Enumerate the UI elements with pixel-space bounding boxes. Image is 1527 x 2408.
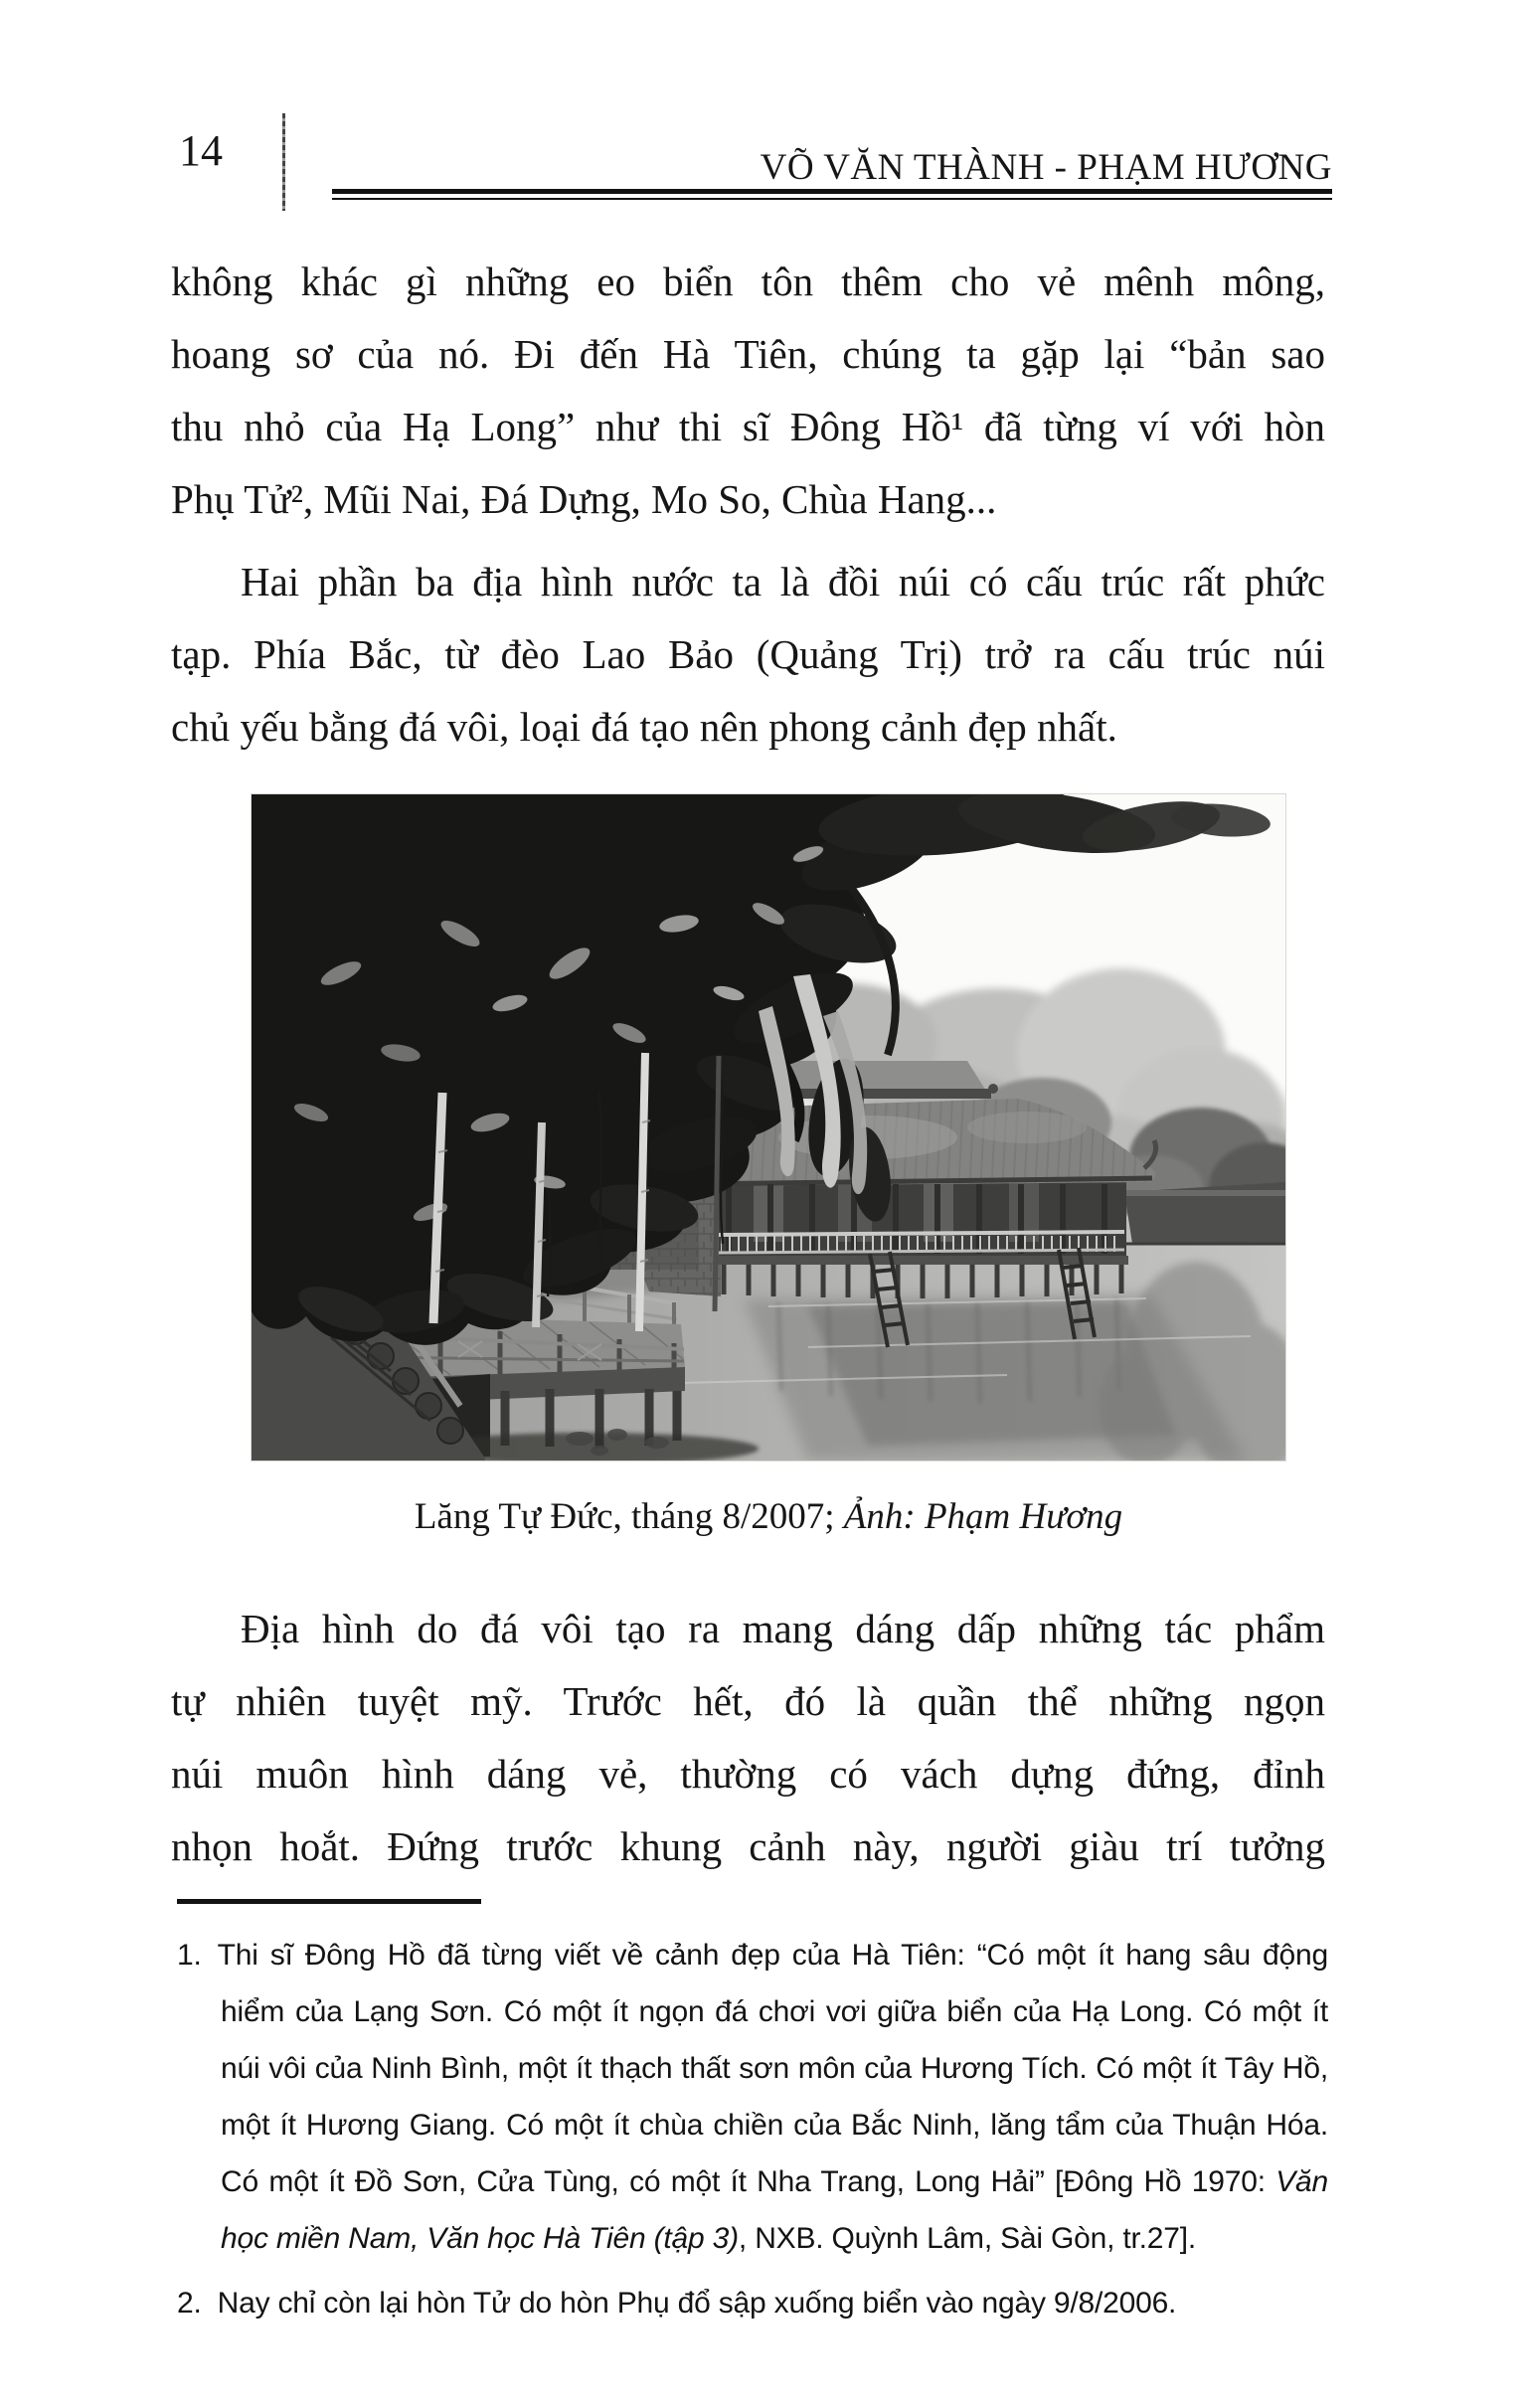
body-line: tự nhiên tuyệt mỹ. Trước hết, đó là quần thể những ngọn	[171, 1678, 1325, 1724]
body-line: nhọn hoắt. Đứng trước khung cảnh này, người giàu trí tưởng	[171, 1823, 1325, 1869]
caption-credit: Ảnh: Phạm Hương	[843, 1496, 1123, 1537]
footnote-1	[177, 1927, 1328, 2267]
body-line: chủ yếu bằng đá vôi, loại đá tạo nên phong cảnh đẹp nhất.	[171, 704, 1117, 750]
footnotes	[177, 1927, 1328, 2331]
header-rule	[332, 189, 1332, 200]
caption-text: Lăng Tự Đức, tháng 8/2007;	[414, 1496, 844, 1537]
footnote-1-text-end: , NXB. Quỳnh Lâm, Sài Gòn, tr.27].	[738, 2222, 1197, 2255]
footnote-2-text: Nay chỉ còn lại hòn Tử do hòn Phụ đổ sập xuống biển vào ngày 9/8/2006.	[217, 2287, 1177, 2320]
footnote-1-book-title: Văn học miền Nam, Văn học Hà Tiên (tập 3)	[221, 2165, 1328, 2255]
footnote-1-text: Thi sĩ Đông Hồ đã từng viết về cảnh đẹp của Hà Tiên: “Có một ít hang sâu động hiểm của Lạng Sơn. Có một ít ngọn đá chơi vơi giữa biển của Hạ Long. Có một ít núi vôi của Ninh Bình, một ít thạch thất sơn môn của Hương Tích. Có một ít Tây Hồ, một ít Hương Giang. Có một ít chùa chiền của Bắc Ninh, lăng tẩm của Thuận Hóa. Có một ít Đồ Sơn, Cửa Tùng, có một ít Nha Trang, Long Hải” [Đông Hồ 1970:	[217, 1939, 1328, 2198]
paragraph-3	[171, 1593, 1325, 1883]
body-line: thu nhỏ của Hạ Long” như thi sĩ Đông Hồ¹ đã từng ví với hòn	[171, 404, 1325, 449]
photo-lang-tu-duc	[252, 794, 1285, 1461]
body-line: Phụ Tử², Mũi Nai, Đá Dựng, Mo So, Chùa Hang...	[171, 476, 997, 522]
body-line: không khác gì những eo biển tôn thêm cho vẻ mênh mông,	[171, 258, 1325, 304]
page-number: 14	[179, 126, 223, 175]
paragraph-1	[171, 246, 1325, 536]
figure-caption	[252, 1491, 1285, 1543]
footnote-rule	[177, 1899, 481, 1904]
footnote-2-marker: 2.	[177, 2287, 202, 2320]
footnote-2	[177, 2275, 1328, 2331]
header-divider-bar	[282, 113, 285, 211]
running-head-authors: VÕ VĂN THÀNH - PHẠM HƯƠNG	[760, 147, 1332, 188]
body-line: tạp. Phía Bắc, từ đèo Lao Bảo (Quảng Trị) trở ra cấu trúc núi	[171, 631, 1325, 677]
body-line: hoang sơ của nó. Đi đến Hà Tiên, chúng ta gặp lại “bản sao	[171, 331, 1325, 377]
body-line: Hai phần ba địa hình nước ta là đồi núi có cấu trúc rất phức	[241, 559, 1325, 604]
footnote-1-marker: 1.	[177, 1939, 202, 1972]
paragraph-2	[171, 546, 1325, 764]
body-line: Địa hình do đá vôi tạo ra mang dáng dấp những tác phẩm	[241, 1606, 1325, 1651]
body-line: núi muôn hình dáng vẻ, thường có vách dựng đứng, đỉnh	[171, 1751, 1325, 1797]
far-shore-wall	[1124, 1182, 1285, 1244]
